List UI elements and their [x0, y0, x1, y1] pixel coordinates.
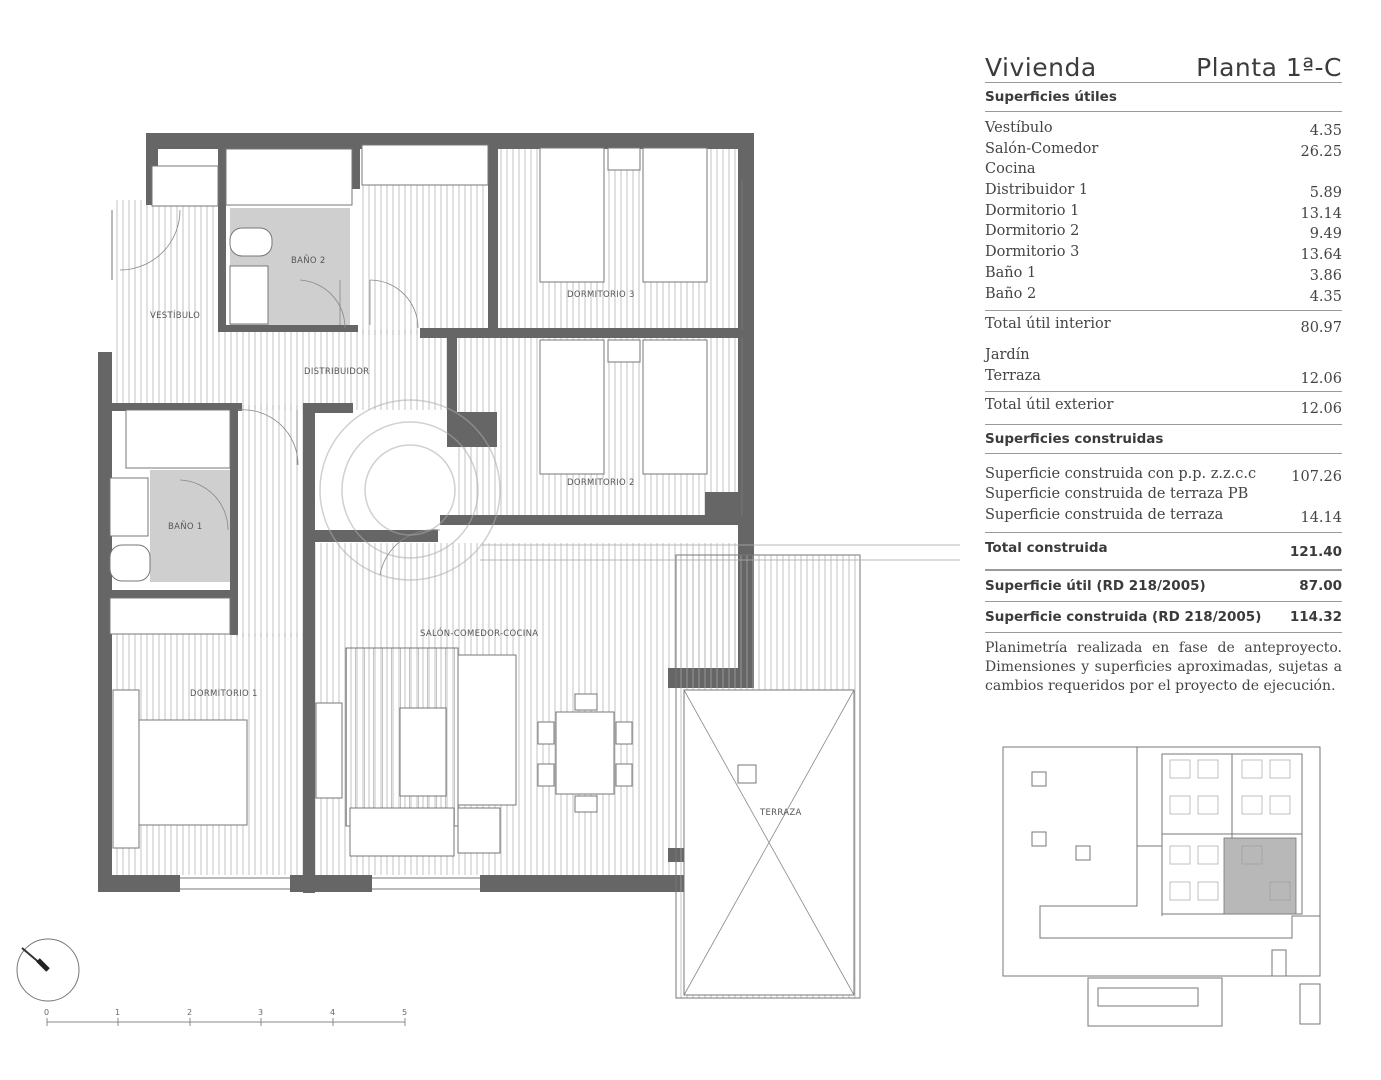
area-value: 107.26	[1291, 468, 1342, 485]
scale-tick: 1	[115, 1008, 121, 1017]
area-label: Superficie construida de terraza	[985, 506, 1224, 523]
area-label: Baño 1	[985, 264, 1037, 281]
scale-tick: 2	[187, 1008, 193, 1017]
label-distribuidor: DISTRIBUIDOR	[304, 367, 370, 377]
label-bano-1: BAÑO 1	[168, 522, 203, 532]
area-label: Superficie construida de terraza PB	[985, 486, 1249, 503]
area-value: 9.49	[1309, 226, 1342, 243]
scale-tick: 4	[330, 1008, 336, 1017]
area-label: Total útil exterior	[985, 396, 1114, 413]
label-vestibulo: VESTÍBULO	[150, 311, 201, 321]
area-value: 14.14	[1300, 509, 1342, 526]
area-row	[985, 221, 1342, 242]
scale-tick: 5	[402, 1008, 408, 1017]
area-value: 80.97	[1300, 320, 1342, 337]
area-label: Terraza	[985, 367, 1041, 384]
label-terraza: TERRAZA	[760, 808, 802, 818]
area-value: 4.35	[1309, 288, 1342, 305]
terrace	[676, 555, 860, 998]
scale-bar	[44, 1008, 407, 1026]
area-row	[985, 180, 1342, 201]
built-areas-list	[985, 454, 1342, 526]
exterior-areas-list	[985, 345, 1342, 386]
area-value: 13.64	[1300, 247, 1342, 264]
scale-tick: 0	[44, 1008, 50, 1017]
area-row	[985, 159, 1342, 180]
area-value: 13.14	[1300, 205, 1342, 222]
area-value: 26.25	[1300, 143, 1342, 160]
unit-type: Vivienda	[985, 53, 1097, 82]
total-built-row	[985, 532, 1342, 569]
north-arrow-icon	[17, 939, 79, 1001]
area-label: Cocina	[985, 161, 1036, 178]
unit-floor: Planta 1ª-C	[1196, 53, 1342, 82]
area-label: Distribuidor 1	[985, 182, 1089, 199]
disclaimer-note: Planimetría realizada en fase de anteproyecto. Dimensiones y superficies aproximadas, sujetas a cambios requeridos por el proyecto de ejecución.	[985, 632, 1342, 696]
area-row	[985, 284, 1342, 305]
area-row	[985, 366, 1342, 387]
area-row	[985, 118, 1342, 139]
area-row	[985, 505, 1342, 526]
label-dormitorio-3: DORMITORIO 3	[567, 290, 635, 300]
area-value: 12.06	[1300, 370, 1342, 387]
useful-areas-title: Superficies útiles	[985, 83, 1342, 112]
area-label: Vestíbulo	[985, 120, 1053, 136]
panel-header	[985, 46, 1342, 83]
area-label: Dormitorio 3	[985, 244, 1080, 261]
rd-useful-row	[985, 569, 1342, 601]
area-label: Dormitorio 2	[985, 223, 1080, 240]
area-label: Superficie construida (RD 218/2005)	[985, 608, 1262, 625]
label-dormitorio-2: DORMITORIO 2	[567, 478, 635, 488]
area-label: Total construida	[985, 539, 1108, 556]
area-value: 5.89	[1309, 185, 1342, 202]
area-row	[985, 201, 1342, 222]
area-value: 4.35	[1309, 123, 1342, 139]
rd-built-row	[985, 601, 1342, 632]
area-value: 87.00	[1299, 577, 1342, 594]
area-label: Dormitorio 1	[985, 202, 1080, 219]
area-label: Total útil interior	[985, 316, 1111, 333]
area-row	[985, 345, 1342, 366]
built-areas-title: Superficies construidas	[985, 424, 1342, 454]
label-bano-2: BAÑO 2	[291, 256, 326, 266]
total-interior-row	[985, 310, 1342, 345]
area-value: 3.86	[1309, 267, 1342, 284]
area-label: Jardín	[985, 347, 1030, 364]
total-exterior-row	[985, 391, 1342, 424]
area-row	[985, 139, 1342, 160]
label-salon-comedor-cocina: SALÓN-COMEDOR-COCINA	[420, 629, 539, 639]
area-label: Superficie construida con p.p. z.z.c.c	[985, 465, 1257, 482]
area-label: Salón-Comedor	[985, 140, 1099, 157]
area-label: Superficie útil (RD 218/2005)	[985, 577, 1206, 594]
area-value: 114.32	[1289, 608, 1342, 625]
area-row	[985, 464, 1342, 485]
area-row	[985, 484, 1342, 505]
area-row	[985, 242, 1342, 263]
area-value: 121.40	[1289, 543, 1342, 560]
area-row	[985, 263, 1342, 284]
area-table	[985, 46, 1342, 696]
useful-areas-list	[985, 112, 1342, 304]
label-dormitorio-1: DORMITORIO 1	[190, 689, 258, 699]
scale-tick: 3	[258, 1008, 264, 1017]
highlighted-unit	[1224, 838, 1296, 914]
key-plan	[1002, 746, 1322, 1028]
area-label: Baño 2	[985, 285, 1037, 302]
area-value: 12.06	[1300, 400, 1342, 417]
